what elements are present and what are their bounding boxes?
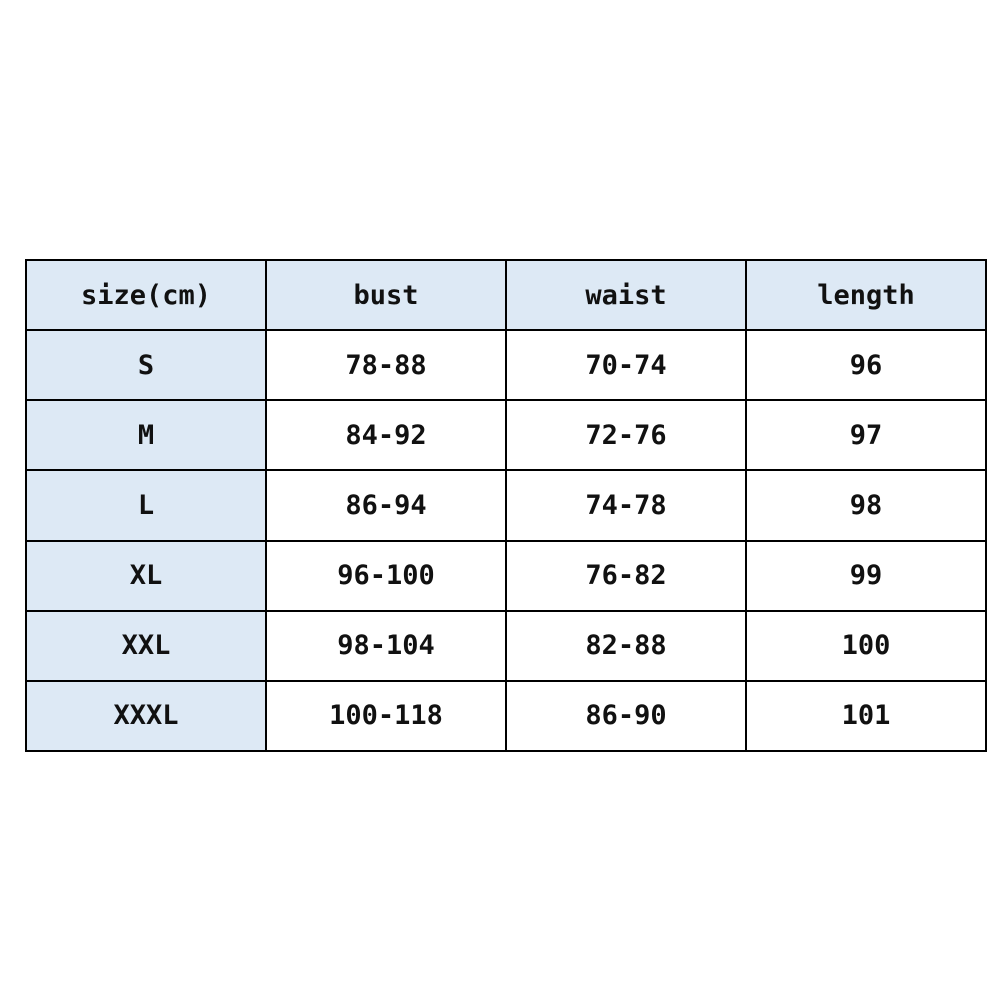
size-cell: XL [26,541,266,611]
length-cell: 101 [746,681,986,751]
header-size: size(cm) [26,260,266,330]
waist-cell: 76-82 [506,541,746,611]
length-cell: 99 [746,541,986,611]
header-waist: waist [506,260,746,330]
bust-cell: 100-118 [266,681,506,751]
size-chart-table [25,259,987,752]
bust-cell: 84-92 [266,400,506,470]
bust-cell: 78-88 [266,330,506,400]
waist-cell: 74-78 [506,470,746,540]
size-cell: S [26,330,266,400]
bust-cell: 98-104 [266,611,506,681]
length-cell: 97 [746,400,986,470]
waist-cell: 86-90 [506,681,746,751]
length-cell: 98 [746,470,986,540]
size-cell: M [26,400,266,470]
table-row [26,541,986,611]
table-header-row [26,260,986,330]
waist-cell: 70-74 [506,330,746,400]
waist-cell: 82-88 [506,611,746,681]
bust-cell: 96-100 [266,541,506,611]
table-row [26,400,986,470]
length-cell: 100 [746,611,986,681]
size-cell: XXL [26,611,266,681]
table-row [26,611,986,681]
bust-cell: 86-94 [266,470,506,540]
length-cell: 96 [746,330,986,400]
header-bust: bust [266,260,506,330]
size-cell: L [26,470,266,540]
header-length: length [746,260,986,330]
waist-cell: 72-76 [506,400,746,470]
table-row [26,470,986,540]
size-cell: XXXL [26,681,266,751]
table-row [26,681,986,751]
table-row [26,330,986,400]
